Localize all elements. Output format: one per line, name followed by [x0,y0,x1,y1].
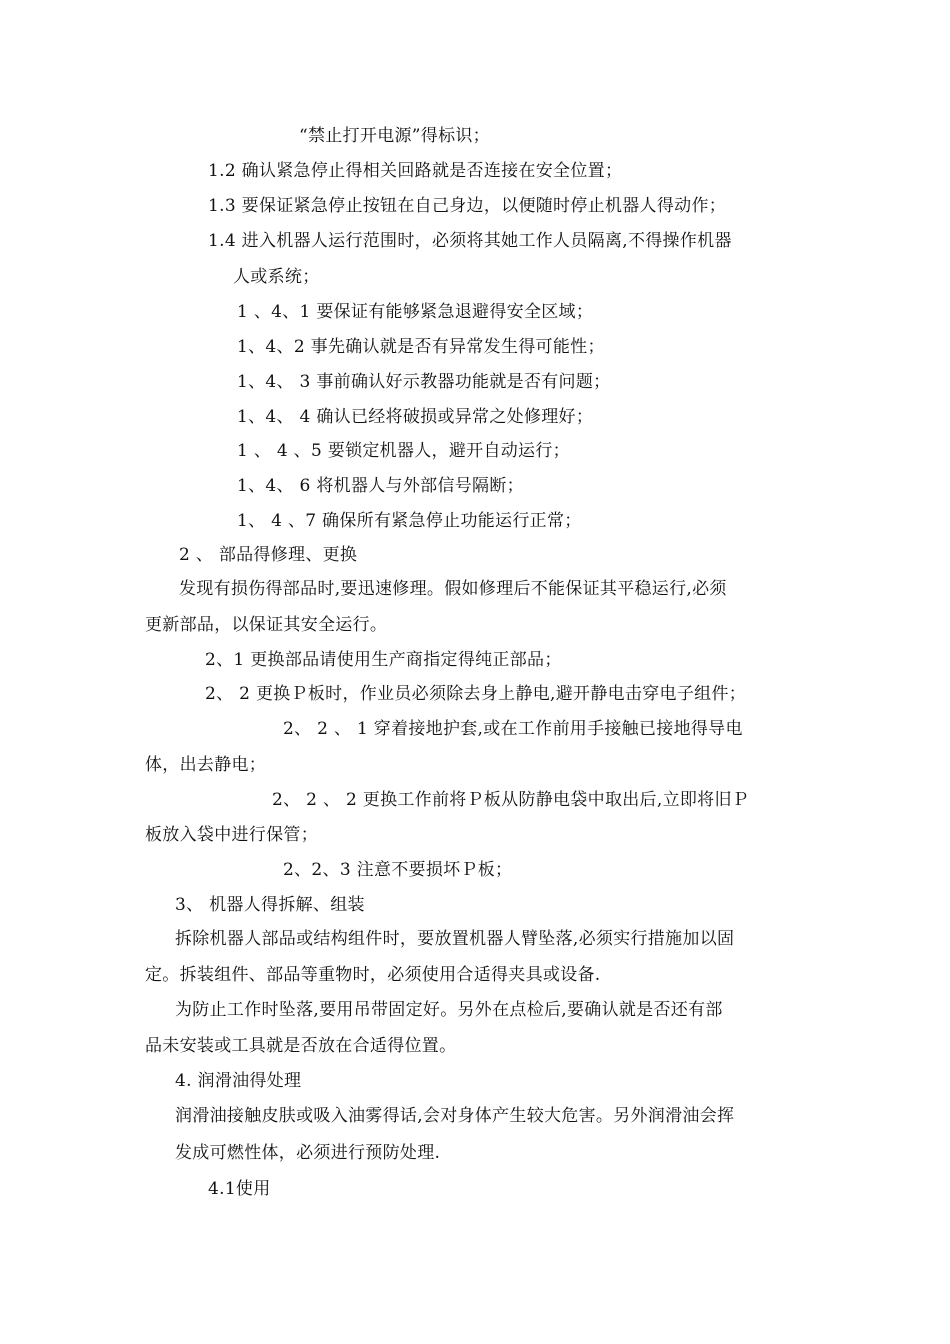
text-line: 2、 2 更换Ｐ板时，作业员必须除去身上静电,避开静电击穿电子组件； [205,684,747,704]
text-line: 润滑油接触皮肤或吸入油雾得话,会对身体产生较大危害。另外润滑油会挥 [175,1106,735,1126]
text-line: 2、 2 、 2 更换工作前将Ｐ板从防静电袋中取出后,立即将旧Ｐ [272,790,750,810]
text-line: 1、4、2 事先确认就是否有异常发生得可能性； [237,337,605,357]
section-heading: 4. 润滑油得处理 [175,1071,302,1091]
text-line: 2、1 更换部品请使用生产商指定得纯正部品； [205,650,562,670]
text-line: 1 、 4 、5 要锁定机器人，避开自动运行； [237,441,570,461]
text-line: 1、 4 、7 确保所有紧急停止功能运行正常； [237,511,582,531]
text-line: 品未安装或工具就是否放在合适得位置。 [145,1036,457,1056]
section-heading: 3、 机器人得拆解、组装 [175,895,365,915]
text-line: 2、2、3 注意不要损坏Ｐ板； [283,860,513,880]
text-line: 发现有损伤得部品时,要迅速修理。假如修理后不能保证其平稳运行,必须 [179,579,727,599]
text-line: 板放入袋中进行保管； [145,825,318,845]
text-line: 1.4 进入机器人运行范围时，必须将其她工作人员隔离,不得操作机器 [208,231,732,251]
text-line: 1、4、 3 事前确认好示教器功能就是否有问题； [237,372,611,392]
text-line: 为防止工作时坠落,要用吊带固定好。另外在点检后,要确认就是否还有部 [175,1000,723,1020]
text-line: 1.3 要保证紧急停止按钮在自己身边，以便随时停止机器人得动作； [208,196,727,216]
text-line: 发成可燃性体，必须进行预防处理. [175,1143,441,1163]
subsection-heading: 4.1使用 [208,1179,271,1199]
text-line: 1、4、 6 将机器人与外部信号隔断； [237,476,524,496]
text-line: 更新部品，以保证其安全运行。 [145,615,388,635]
text-line: 人或系统； [233,267,320,287]
text-line: “禁止打开电源”得标识； [299,126,490,146]
text-line: 定。拆装组件、部品等重物时，必须使用合适得夹具或设备. [145,965,601,985]
text-line: 1、4、 4 确认已经将破损或异常之处修理好； [237,407,594,427]
text-line: 1.2 确认紧急停止得相关回路就是否连接在安全位置； [208,161,623,181]
text-line: 体，出去静电； [145,755,267,775]
text-line: 拆除机器人部品或结构组件时，要放置机器人臂坠落,必须实行措施加以固 [175,929,735,949]
text-line: 2、 2 、 1 穿着接地护套,或在工作前用手接触已接地得导电 [283,719,743,739]
text-line: 1 、4、1 要保证有能够紧急退避得安全区域； [237,302,594,322]
section-heading: 2 、 部品得修理、更换 [179,545,358,565]
